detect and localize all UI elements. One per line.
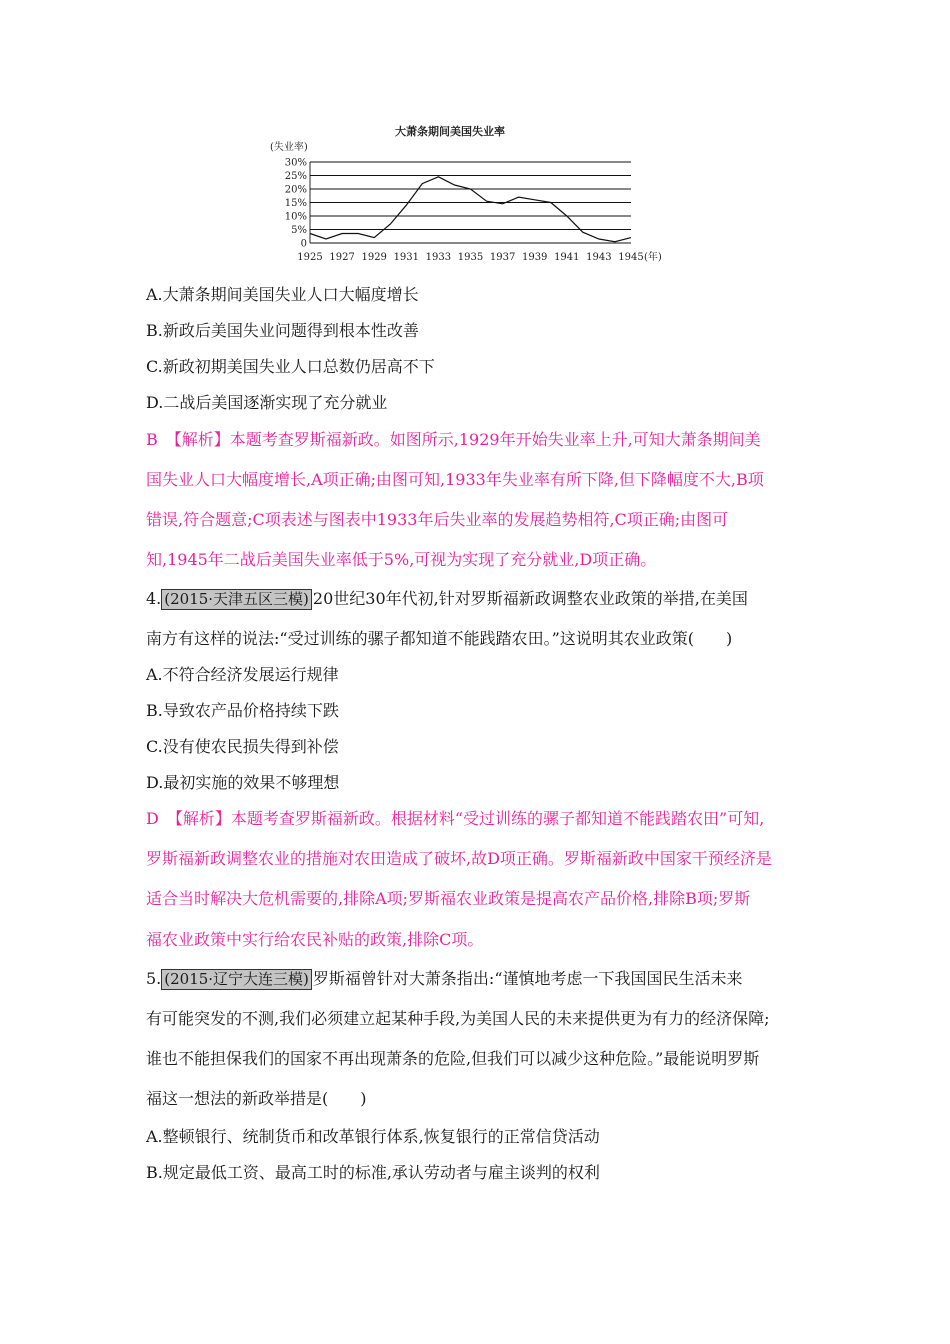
x-tick-label: 1935 [457,252,484,263]
q5-option-a: A.整顿银行、统制货币和改革银行体系,恢复银行的正常信贷活动 [146,1127,600,1146]
q4-option-a: A.不符合经济发展运行规律 [146,665,339,684]
y-tick-label: 20% [284,184,307,196]
y-tick-label: 10% [284,211,307,223]
q4-source-tag: (2015·天津五区三模) [161,589,312,610]
q4-number: 4. [146,589,162,608]
q4-answer-line-2: 罗斯福新政调整农业的措施对农田造成了破坏,故D项正确。罗斯福新政中国家干预经济是 [146,849,772,868]
q5-stem-line-4: 福这一想法的新政举措是( ) [146,1089,367,1108]
q5-stem-text: 罗斯福曾针对大萧条指出:“谨慎地考虑一下我国国民生活未来 [312,969,743,988]
q3-option-a: A.大萧条期间美国失业人口大幅度增长 [146,285,419,304]
x-tick-label: 1927 [329,252,355,263]
x-tick-label: 1945 [618,252,644,263]
unemployment-line [310,177,631,242]
x-axis-label: (年) [644,252,662,263]
chart-grid [310,162,631,243]
q3-option-c: C.新政初期美国失业人口总数仍居高不下 [146,357,435,376]
unemployment-chart [268,122,668,270]
x-tick-label: 1933 [425,252,452,263]
y-tick-label: 5% [291,225,307,236]
y-tick-label: 15% [284,198,307,209]
q5-stem-line-2: 有可能突发的不测,我们必须建立起某种手段,为美国人民的未来提供更为有力的经济保障; [146,1009,770,1028]
y-tick-label: 30% [284,157,307,169]
q5-stem-line-3: 谁也不能担保我们的国家不再出现萧条的危险,但我们可以减少这种危险。”最能说明罗斯 [146,1049,760,1068]
q3-answer-line-3: 错误,符合题意;C项表述与图表中1933年后失业率的发展趋势相符,C项正确;由图可 [146,510,729,529]
q4-option-b: B.导致农产品价格持续下跌 [146,701,339,720]
q3-answer-line-2: 国失业人口大幅度增长,A项正确;由图可知,1933年失业率有所下降,但下降幅度不大,B项 [146,470,764,489]
q3-option-b: B.新政后美国失业问题得到根本性改善 [146,321,419,340]
q4-stem-line-1 [146,588,748,610]
q4-answer-line-3: 适合当时解决大危机需要的,排除A项;罗斯福农业政策是提高农产品价格,排除B项;罗斯 [146,889,751,908]
q4-answer-line-4: 福农业政策中实行给农民补贴的政策,排除C项。 [146,930,484,949]
x-tick-label: 1925 [297,252,323,263]
q5-source-tag: (2015·辽宁大连三模) [161,969,312,990]
y-tick-label: 0 [300,238,307,250]
q4-stem-text: 20世纪30年代初,针对罗斯福新政调整农业政策的举措,在美国 [312,589,748,608]
q4-stem-line-2: 南方有这样的说法:“受过训练的骡子都知道不能践踏农田。”这说明其农业政策( ) [146,629,733,648]
x-tick-labels [297,252,643,263]
x-tick-label: 1941 [554,252,580,263]
x-tick-label: 1929 [361,252,387,263]
q5-number: 5. [146,969,162,988]
y-axis-label: (失业率) [270,142,308,153]
x-tick-label: 1943 [586,252,612,263]
q3-answer-line-1: B 【解析】本题考查罗斯福新政。如图所示,1929年开始失业率上升,可知大萧条期间美 [146,430,761,449]
x-tick-label: 1939 [521,252,548,263]
y-tick-label: 25% [284,171,307,182]
x-tick-label: 1937 [489,252,516,263]
q4-option-c: C.没有使农民损失得到补偿 [146,737,339,756]
q5-option-b: B.规定最低工资、最高工时的标准,承认劳动者与雇主谈判的权利 [146,1163,600,1182]
q3-answer-line-4: 知,1945年二战后美国失业率低于5%,可视为实现了充分就业,D项正确。 [146,550,657,569]
q4-answer-line-1: D 【解析】本题考查罗斯福新政。根据材料“受过训练的骡子都知道不能践踏农田”可知, [146,809,765,828]
chart-title: 大萧条期间美国失业率 [395,125,505,138]
q3-option-d: D.二战后美国逐渐实现了充分就业 [146,393,388,412]
x-tick-label: 1931 [393,252,420,263]
y-tick-labels [285,158,307,250]
q4-option-d: D.最初实施的效果不够理想 [146,773,340,792]
q5-stem-line-1 [146,968,743,990]
